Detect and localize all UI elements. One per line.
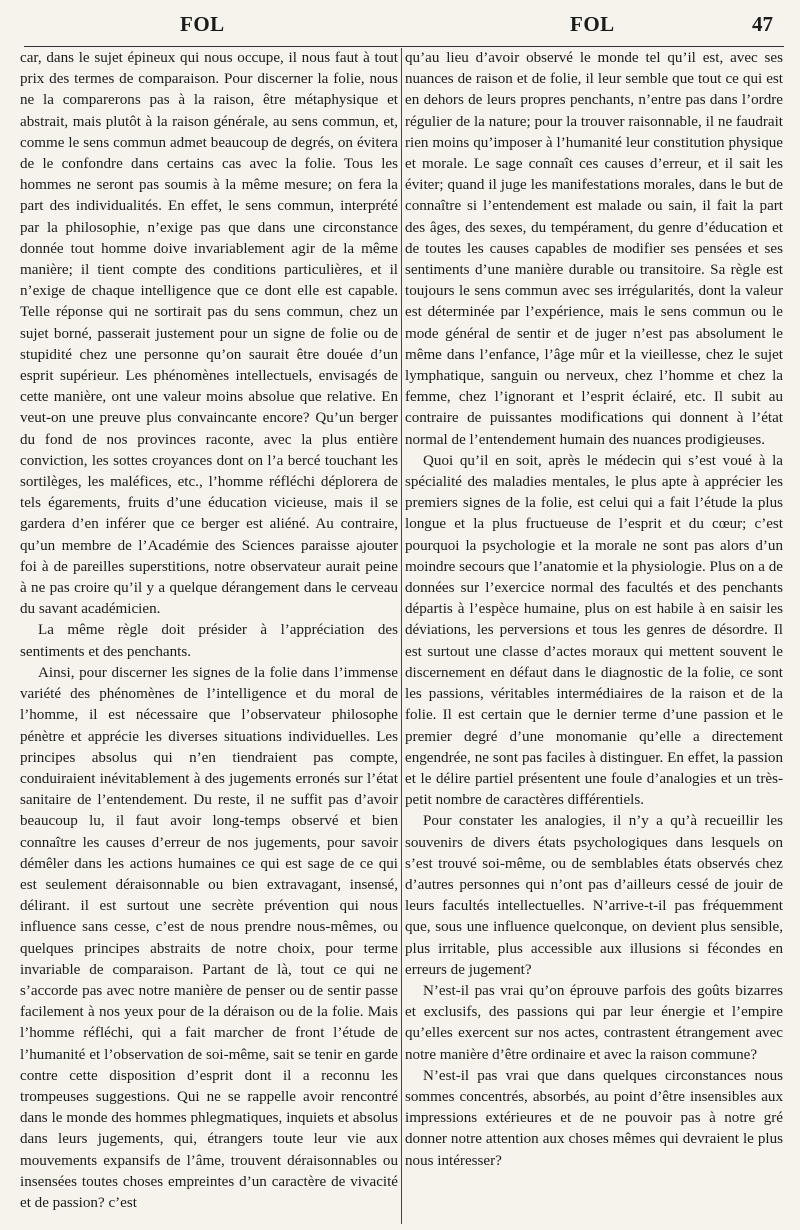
- right-column: [405, 48, 783, 1226]
- page-number: 47: [752, 12, 773, 36]
- column-divider: [401, 48, 402, 1224]
- right-running-head: FOL: [570, 12, 615, 36]
- paragraph: La même règle doit présider à l’appréciation des sentiments et des penchants.: [20, 622, 398, 660]
- left-column: [20, 48, 398, 1226]
- left-running-head: FOL: [180, 12, 225, 36]
- paragraph: Pour constater les analogies, il n’y a qu’à recueillir les souvenirs de divers états psychologiques dans lesquels on s’est trouvé soi-même, ou de semblables états observés chez d’autres personnes qui n’ont pas d’ailleurs cessé de jouir de leurs facultés intellectuelles. N’arrive-t-il pas fréquemment que, sous une influence quelconque, on devient plus sensible, plus irritable, plus accessible aux illusions si fécondes en erreurs de jugement?: [405, 813, 783, 978]
- paragraph: N’est-il pas vrai qu’on éprouve parfois des goûts bizarres et exclusifs, des passions qui par leur énergie et l’empire qu’elles exercent sur nos actes, contrastent étrangement avec notre manière d’être ordinaire et avec la raison commune?: [405, 982, 783, 1063]
- paragraph: Ainsi, pour discerner les signes de la folie dans l’immense variété des phénomènes de l’intelligence et du moral de l’homme, il est nécessaire que l’observateur philosophe pénètre et apprécie les diverses situations individuelles. Les principes absolus qui n’en tiendraient pas compte, conduiraient inévitablement à des jugements erronés sur l’état sanitaire de l’entendement. Du reste, il ne suffit pas d’avoir beaucoup lu, il faut avoir long-temps observé et bien connaître les causes d’erreur de nos jugements, pour savoir démêler dans les actions humaines ce qui est sage de ce qui est seulement déraisonnable ou bien extravagant, insensé, délirant. il est surtout une secrète prévention qui nous influence sans cesse, c’est de nous prendre nous-mêmes, ou quelques principes abstraits de notre choix, pour terme invariable de comparaison. Partant de là, tout ce qui ne s’accorde pas avec notre manière de penser ou de sentir passe facilement à nos yeux pour de la déraison ou de la folie. Mais l’homme réfléchi, qui a fait marcher de front l’étude de l’humanité et l’observation de soi-même, sait se tenir en garde contre cette disposition d’esprit dont il a reconnu les trompeuses suggestions. Qui ne se rappelle avoir rencontré dans le monde des hommes phlegmatiques, inquiets et absolus dans leurs jugements, qui, étrangers toute leur vie aux mouvements expansifs de l’âme, trouvent déraisonnables ou insensées toutes choses empreintes d’un caractère de vivacité et de passion? c’est: [20, 664, 398, 1211]
- running-header: [0, 12, 800, 46]
- paragraph: car, dans le sujet épineux qui nous occupe, il nous faut à tout prix des termes de comparaison. Pour discerner la folie, nous ne la comparerons pas à la raison, être métaphysique et abstrait, mais plutôt à la raison générale, au sens commun, et, comme le sens commun admet beaucoup de degrés, on évitera de le confondre dans certains cas avec la folie. Tous les hommes ne seront pas soumis à la même mesure; on fera la part des individualités. En effet, le sens commun, interprété par la philosophie, n’exige pas que dans une circonstance donnée tout homme doive invariablement agir de la même manière; il tient compte des conditions particulières, et il n’exige de chaque intelligence que ce dont elle est capable. Telle réponse qui ne sortirait pas du sens commun, chez un sujet borné, passerait justement pour un signe de folie ou de stupidité chez une personne qu’on saurait être douée d’un esprit supérieur. Les phénomènes intellectuels, envisagés de cette manière, ont une valeur moins absolue que relative. En veut-on une preuve plus convaincante encore? Qu’un berger du fond de nos provinces raconte, avec la plus entière conviction, les sottes croyances dont on l’a bercé touchant les sortilèges, les maléfices, etc., l’homme réfléchi déplorera de tels égarements, fruits d’une éducation vicieuse, mais il se gardera d’en inférer que ce berger est aliéné. Au contraire, qu’un membre de l’Académie des Sciences paraisse ajouter foi à de pareilles superstitions, notre observateur aurait peine à ne pas croire qu’il y a quelque dérangement dans le cerveau du savant académicien.: [20, 50, 398, 618]
- paragraph: Quoi qu’il en soit, après le médecin qui s’est voué à la spécialité des maladies mentales, le plus apte à apprécier les premiers signes de la folie, est celui qui a fait l’étude la plus longue et la plus fructueuse de l’esprit et du cœur; c’est pourquoi la psychologie et la morale ne sont pas alors d’un moindre secours que l’anatomie et la physiologie. Plus on a de données sur l’exercice normal des facultés et des penchants départis à l’espèce humaine, plus on est habile à en saisir les déviations, les perversions et tous les genres de désordre. Il est surtout une classe d’actes moraux qui mettent souvent le discernement en défaut dans le diagnostic de la folie, ce sont les passions, véritables intermédiaires de la raison et de la folie. Il est certain que le dernier terme d’une passion et le premier degré d’une monomanie qu’elle a directement engendrée, ne sont pas faciles à distinguer. En effet, la passion et le délire partiel présentent une foule d’analogies et un très-petit nombre de caractères différentiels.: [405, 452, 783, 809]
- paragraph: N’est-il pas vrai que dans quelques circonstances nous sommes concentrés, absorbés, au point d’être insensibles aux impressions extérieures et de ne pouvoir pas à notre gré donner notre attention aux choses mêmes qui devraient le plus nous intéresser?: [405, 1067, 783, 1169]
- header-rule: [24, 46, 784, 47]
- paragraph: qu’au lieu d’avoir observé le monde tel qu’il est, avec ses nuances de raison et de folie, il leur semble que tout ce qui est en dehors de leurs propres penchants, n’entre pas dans l’ordre régulier de la nature; pour la trouver raisonnable, il ne faudrait rien moins qu’imposer à l’humanité leur constitution physique et morale. Le sage connaît ces causes d’erreur, et il sait les éviter; quand il juge les manifestations morales, dans le but de connaître si l’entendement est malade ou sain, il fait la part des âges, des sexes, du tempérament, du genre d’éducation et de toutes les causes capables de modifier ses pensées et ses sentiments d’une manière durable ou transitoire. Sa règle est toujours le sens commun avec ses irrégularités, dont la valeur est déterminée par l’expérience, mais le sens commun ou le mode général de sentir et de juger n’est pas absolument le même dans l’enfance, l’âge mûr et la vieillesse, chez le sujet lymphatique, sanguin ou nerveux, chez l’homme et chez la femme, chez l’ignorant et l’esprit éclairé, etc. Il subit au contraire de puissantes modifications qui donnent à l’état normal de l’entendement humain des nuances prodigieuses.: [405, 50, 783, 448]
